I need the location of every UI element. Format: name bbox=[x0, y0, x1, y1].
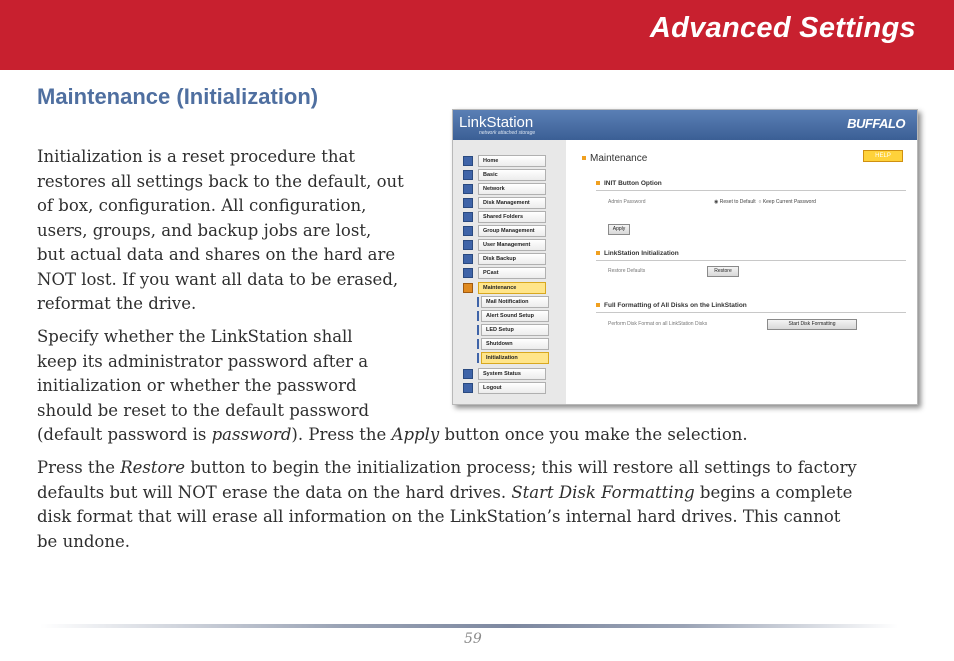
text-line: NOT lost. If you want all data to be erased, bbox=[37, 269, 399, 289]
nav-item-logout[interactable]: Logout bbox=[463, 381, 546, 394]
restore-paragraph bbox=[37, 456, 917, 554]
linkstation-initialization-heading: LinkStation Initialization bbox=[596, 250, 679, 257]
buffalo-logo: BUFFALO bbox=[847, 116, 905, 131]
bullet-icon bbox=[596, 251, 600, 255]
disk-icon bbox=[463, 198, 473, 208]
page-title: Advanced Settings bbox=[649, 12, 916, 44]
network-icon bbox=[463, 184, 473, 194]
home-icon bbox=[463, 156, 473, 166]
reset-to-default-radio[interactable]: Reset to Default bbox=[719, 199, 756, 205]
user-icon bbox=[463, 240, 473, 250]
restore-defaults-label: Restore Defaults bbox=[608, 268, 646, 274]
tree-line bbox=[477, 353, 479, 363]
screenshot-main bbox=[566, 140, 918, 405]
tree-line bbox=[477, 325, 479, 335]
perform-disk-format-label: Perform Disk Format on all LinkStation Disks bbox=[608, 321, 708, 327]
text-line: but actual data and shares on the hard are bbox=[37, 245, 396, 264]
tree-line bbox=[477, 311, 479, 321]
maintenance-icon bbox=[463, 283, 473, 293]
nav-item-home[interactable]: Home bbox=[463, 154, 546, 167]
text-line: of box, configuration. All configuration, bbox=[37, 196, 367, 215]
bullet-icon bbox=[596, 303, 600, 307]
screenshot-header bbox=[453, 110, 917, 140]
folder-icon bbox=[463, 212, 473, 222]
nav-item-network[interactable]: Network bbox=[463, 182, 546, 195]
text-line: initialization or whether the password bbox=[37, 376, 357, 395]
nav-item-disk-management[interactable]: Disk Management bbox=[463, 196, 546, 209]
page-number: 59 bbox=[464, 631, 482, 647]
nav-item-initialization[interactable]: Initialization bbox=[481, 351, 549, 364]
linkstation-subtitle: network attached storage bbox=[479, 130, 536, 136]
text-line: (default password is password). Press the Apply button once you make the selection. bbox=[37, 425, 748, 444]
text-line: be undone. bbox=[37, 531, 130, 551]
restore-term: Restore bbox=[120, 458, 186, 477]
divider bbox=[596, 260, 906, 261]
group-icon bbox=[463, 226, 473, 236]
help-button[interactable]: HELP bbox=[863, 150, 903, 162]
keep-current-password-radio[interactable]: Keep Current Password bbox=[762, 199, 816, 205]
linkstation-screenshot bbox=[452, 109, 918, 405]
text-line: Initialization is a reset procedure that bbox=[37, 147, 355, 166]
text-line: should be reset to the default password bbox=[37, 400, 370, 420]
status-icon bbox=[463, 369, 473, 379]
text-line: restores all settings back to the default, out bbox=[37, 171, 404, 191]
apply-term: Apply bbox=[391, 425, 440, 444]
intro-paragraph bbox=[37, 145, 437, 317]
screenshot-sidebar bbox=[453, 140, 566, 405]
text-line: keep its administrator password after a bbox=[37, 351, 369, 371]
start-disk-formatting-button[interactable]: Start Disk Formatting bbox=[767, 319, 857, 330]
password-term: password bbox=[211, 425, 292, 444]
header-banner bbox=[0, 0, 954, 70]
nav-item-group-management[interactable]: Group Management bbox=[463, 224, 546, 237]
maintenance-title: Maintenance bbox=[582, 153, 647, 164]
text-line: defaults but will NOT erase the data on the hard drives. Start Disk Formatting begins a complete bbox=[37, 482, 853, 502]
admin-password-label: Admin Password bbox=[608, 199, 646, 205]
nav-item-alert-sound-setup[interactable]: Alert Sound Setup bbox=[481, 309, 549, 322]
nav-item-shared-folders[interactable]: Shared Folders bbox=[463, 210, 546, 223]
linkstation-logo: LinkStation bbox=[459, 114, 534, 131]
restore-button[interactable]: Restore bbox=[707, 266, 739, 277]
nav-item-led-setup[interactable]: LED Setup bbox=[481, 323, 549, 336]
nav-item-mail-notification[interactable]: Mail Notification bbox=[481, 295, 549, 308]
nav-item-user-management[interactable]: User Management bbox=[463, 238, 546, 251]
nav-item-shutdown[interactable]: Shutdown bbox=[481, 337, 549, 350]
init-button-option-heading: INIT Button Option bbox=[596, 180, 662, 187]
nav-item-disk-backup[interactable]: Disk Backup bbox=[463, 252, 546, 265]
nav-item-maintenance[interactable]: Maintenance bbox=[463, 281, 546, 294]
tree-line bbox=[477, 297, 479, 307]
start-disk-formatting-term: Start Disk Formatting bbox=[511, 482, 695, 502]
backup-icon bbox=[463, 254, 473, 264]
section-title: Maintenance (Initialization) bbox=[37, 84, 319, 109]
password-radio-group[interactable]: ◉ Reset to Default ○ Keep Current Password bbox=[714, 199, 816, 205]
nav-item-system-status[interactable]: System Status bbox=[463, 367, 546, 380]
bullet-icon bbox=[582, 156, 586, 160]
divider bbox=[596, 190, 906, 191]
bullet-icon bbox=[596, 181, 600, 185]
text-line: Specify whether the LinkStation shall bbox=[37, 327, 353, 346]
text-line: users, groups, and backup jobs are lost, bbox=[37, 220, 372, 240]
full-formatting-heading: Full Formatting of All Disks on the LinkStation bbox=[596, 302, 747, 309]
text-line: disk format that will erase all information on the LinkStation’s internal hard drives. This cannot bbox=[37, 507, 841, 526]
footer-divider bbox=[40, 624, 898, 628]
text-line: reformat the drive. bbox=[37, 294, 197, 313]
basic-icon bbox=[463, 170, 473, 180]
divider bbox=[596, 312, 906, 313]
apply-button[interactable]: Apply bbox=[608, 224, 630, 235]
tree-line bbox=[477, 339, 479, 349]
pcast-icon bbox=[463, 268, 473, 278]
nav-item-basic[interactable]: Basic bbox=[463, 168, 546, 181]
logout-icon bbox=[463, 383, 473, 393]
nav-item-pcast[interactable]: PCast bbox=[463, 266, 546, 279]
text-line: Press the Restore button to begin the initialization process; this will restore all settings to factory bbox=[37, 458, 857, 477]
